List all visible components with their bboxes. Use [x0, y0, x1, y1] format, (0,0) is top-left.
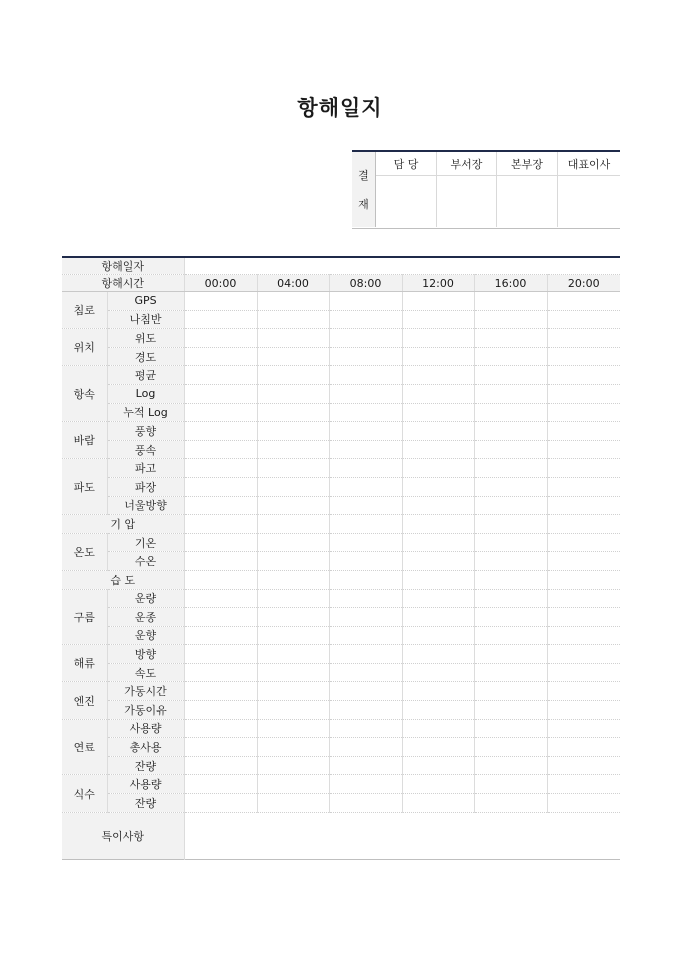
category-label: 연료	[62, 719, 107, 775]
approval-header-division-head: 본부장	[497, 152, 558, 176]
signature-cell-ceo[interactable]	[558, 176, 620, 227]
log-entry-cell[interactable]	[257, 719, 329, 738]
log-row	[62, 719, 620, 738]
category-label: 위치	[62, 329, 107, 366]
log-entry-cell[interactable]	[329, 384, 402, 403]
time-slot-header: 00:00	[184, 275, 257, 292]
approval-box	[352, 150, 620, 229]
log-entry-cell[interactable]	[257, 329, 329, 348]
signature-cell-dept-head[interactable]	[437, 176, 497, 227]
log-entry-cell[interactable]	[329, 589, 402, 608]
log-entry-cell[interactable]	[329, 608, 402, 627]
log-entry-cell[interactable]	[402, 366, 474, 385]
log-entry-cell[interactable]	[257, 403, 329, 422]
log-entry-cell[interactable]	[184, 626, 257, 645]
log-entry-cell[interactable]	[474, 701, 547, 720]
log-entry-cell[interactable]	[547, 589, 620, 608]
log-entry-cell[interactable]	[474, 738, 547, 757]
log-entry-cell[interactable]	[329, 366, 402, 385]
item-label: 총사용	[107, 738, 184, 757]
item-label: 파고	[107, 459, 184, 478]
log-entry-cell[interactable]	[402, 552, 474, 571]
log-entry-cell[interactable]	[547, 738, 620, 757]
log-entry-cell[interactable]	[474, 552, 547, 571]
log-entry-cell[interactable]	[547, 794, 620, 813]
item-label: 속도	[107, 663, 184, 682]
log-entry-cell[interactable]	[547, 626, 620, 645]
log-entry-cell[interactable]	[329, 292, 402, 311]
item-label: Log	[107, 384, 184, 403]
log-entry-cell[interactable]	[184, 756, 257, 775]
log-row	[62, 663, 620, 682]
log-entry-cell[interactable]	[402, 329, 474, 348]
page-title: 항해일지	[297, 96, 383, 120]
log-entry-cell[interactable]	[547, 515, 620, 534]
log-row	[62, 366, 620, 385]
log-row	[62, 589, 620, 608]
log-entry-cell[interactable]	[474, 608, 547, 627]
log-row	[62, 329, 620, 348]
approval-label-char: 결	[358, 168, 369, 182]
log-entry-cell[interactable]	[257, 440, 329, 459]
log-entry-cell[interactable]	[547, 459, 620, 478]
item-label: 경도	[107, 347, 184, 366]
category-label: 식수	[62, 775, 107, 812]
log-entry-cell[interactable]	[547, 310, 620, 329]
log-row	[62, 608, 620, 627]
log-row	[62, 347, 620, 366]
log-entry-cell[interactable]	[547, 663, 620, 682]
log-entry-cell[interactable]	[329, 533, 402, 552]
category-label: 항속	[62, 366, 107, 422]
item-label: 나침반	[107, 310, 184, 329]
log-entry-cell[interactable]	[257, 775, 329, 794]
log-row	[62, 403, 620, 422]
category-label: 구름	[62, 589, 107, 645]
log-entry-cell[interactable]	[547, 682, 620, 701]
log-entry-cell[interactable]	[402, 422, 474, 441]
log-entry-cell[interactable]	[474, 347, 547, 366]
log-entry-cell[interactable]	[547, 477, 620, 496]
item-label: 잔량	[107, 794, 184, 813]
log-entry-cell[interactable]	[184, 329, 257, 348]
item-label: 너울방향	[107, 496, 184, 515]
log-entry-cell[interactable]	[184, 570, 257, 589]
log-entry-cell[interactable]	[474, 366, 547, 385]
log-entry-cell[interactable]	[474, 459, 547, 478]
time-slot-header: 08:00	[329, 275, 402, 292]
log-entry-cell[interactable]	[547, 440, 620, 459]
log-entry-cell[interactable]	[257, 626, 329, 645]
log-entry-cell[interactable]	[547, 403, 620, 422]
log-entry-cell[interactable]	[329, 719, 402, 738]
log-entry-cell[interactable]	[547, 422, 620, 441]
log-row	[62, 738, 620, 757]
log-entry-cell[interactable]	[257, 663, 329, 682]
log-entry-cell[interactable]	[547, 533, 620, 552]
log-entry-cell[interactable]	[402, 310, 474, 329]
log-entry-cell[interactable]	[402, 477, 474, 496]
log-entry-cell[interactable]	[474, 626, 547, 645]
item-label: 풍속	[107, 440, 184, 459]
log-entry-cell[interactable]	[402, 682, 474, 701]
item-label: 사용량	[107, 775, 184, 794]
log-entry-cell[interactable]	[402, 515, 474, 534]
item-label: 기온	[107, 533, 184, 552]
log-entry-cell[interactable]	[184, 366, 257, 385]
log-entry-cell[interactable]	[547, 496, 620, 515]
log-entry-cell[interactable]	[329, 663, 402, 682]
log-entry-cell[interactable]	[329, 347, 402, 366]
item-label: 운량	[107, 589, 184, 608]
log-entry-cell[interactable]	[184, 794, 257, 813]
time-row	[62, 275, 620, 292]
log-entry-cell[interactable]	[474, 403, 547, 422]
log-row	[62, 570, 620, 589]
item-label: 수온	[107, 552, 184, 571]
log-entry-cell[interactable]	[474, 719, 547, 738]
log-entry-cell[interactable]	[474, 645, 547, 664]
log-row	[62, 440, 620, 459]
approval-header-dept-head: 부서장	[437, 152, 497, 176]
date-row	[62, 257, 620, 275]
log-entry-cell[interactable]	[474, 663, 547, 682]
log-entry-cell[interactable]	[329, 422, 402, 441]
date-label: 항해일자	[62, 257, 184, 275]
log-entry-cell[interactable]	[257, 477, 329, 496]
log-entry-cell[interactable]	[402, 756, 474, 775]
log-entry-cell[interactable]	[402, 292, 474, 311]
log-row	[62, 626, 620, 645]
log-row	[62, 459, 620, 478]
log-entry-cell[interactable]	[329, 794, 402, 813]
category-label: 해류	[62, 645, 107, 682]
log-entry-cell[interactable]	[474, 515, 547, 534]
log-entry-cell[interactable]	[474, 292, 547, 311]
log-entry-cell[interactable]	[547, 608, 620, 627]
log-entry-cell[interactable]	[402, 775, 474, 794]
log-entry-cell[interactable]	[547, 384, 620, 403]
item-label: 풍향	[107, 422, 184, 441]
log-entry-cell[interactable]	[184, 440, 257, 459]
log-entry-cell[interactable]	[402, 533, 474, 552]
log-entry-cell[interactable]	[257, 366, 329, 385]
log-entry-cell[interactable]	[474, 775, 547, 794]
log-entry-cell[interactable]	[329, 756, 402, 775]
log-row	[62, 756, 620, 775]
log-entry-cell[interactable]	[184, 292, 257, 311]
log-entry-cell[interactable]	[184, 552, 257, 571]
log-row	[62, 310, 620, 329]
log-entry-cell[interactable]	[402, 663, 474, 682]
item-label: 평균	[107, 366, 184, 385]
remarks-row	[62, 812, 620, 859]
log-entry-cell[interactable]	[402, 459, 474, 478]
log-entry-cell[interactable]	[257, 347, 329, 366]
category-label: 침로	[62, 292, 107, 329]
log-entry-cell[interactable]	[184, 738, 257, 757]
time-slot-header: 16:00	[474, 275, 547, 292]
log-entry-cell[interactable]	[474, 682, 547, 701]
log-entry-cell[interactable]	[474, 477, 547, 496]
log-row	[62, 794, 620, 813]
log-entry-cell[interactable]	[474, 533, 547, 552]
log-entry-cell[interactable]	[184, 701, 257, 720]
item-label: 위도	[107, 329, 184, 348]
item-label: 방향	[107, 645, 184, 664]
log-entry-cell[interactable]	[257, 738, 329, 757]
item-label: 잔량	[107, 756, 184, 775]
log-entry-cell[interactable]	[257, 496, 329, 515]
log-entry-cell[interactable]	[257, 533, 329, 552]
log-entry-cell[interactable]	[402, 794, 474, 813]
log-entry-cell[interactable]	[547, 701, 620, 720]
log-entry-cell[interactable]	[547, 552, 620, 571]
log-entry-cell[interactable]	[257, 756, 329, 775]
log-entry-cell[interactable]	[184, 663, 257, 682]
item-label: 운향	[107, 626, 184, 645]
log-entry-cell[interactable]	[184, 645, 257, 664]
log-entry-cell[interactable]	[474, 440, 547, 459]
log-entry-cell[interactable]	[184, 310, 257, 329]
time-slot-header: 12:00	[402, 275, 474, 292]
log-entry-cell[interactable]	[257, 608, 329, 627]
log-entry-cell[interactable]	[257, 310, 329, 329]
log-entry-cell[interactable]	[474, 570, 547, 589]
signature-cell-manager[interactable]	[376, 176, 437, 227]
log-entry-cell[interactable]	[329, 552, 402, 571]
log-entry-cell[interactable]	[329, 738, 402, 757]
log-entry-cell[interactable]	[329, 496, 402, 515]
log-entry-cell[interactable]	[184, 403, 257, 422]
item-label: GPS	[107, 292, 184, 311]
log-entry-cell[interactable]	[184, 384, 257, 403]
log-entry-cell[interactable]	[329, 515, 402, 534]
time-label: 항해시간	[62, 275, 184, 292]
log-entry-cell[interactable]	[547, 570, 620, 589]
log-entry-cell[interactable]	[547, 756, 620, 775]
log-entry-cell[interactable]	[547, 645, 620, 664]
remarks-input-cell[interactable]	[184, 812, 620, 859]
log-entry-cell[interactable]	[547, 719, 620, 738]
time-slot-header: 04:00	[257, 275, 329, 292]
log-entry-cell[interactable]	[402, 403, 474, 422]
log-entry-cell[interactable]	[257, 515, 329, 534]
log-entry-cell[interactable]	[402, 589, 474, 608]
log-entry-cell[interactable]	[257, 292, 329, 311]
log-entry-cell[interactable]	[184, 422, 257, 441]
log-entry-cell[interactable]	[547, 775, 620, 794]
item-label: 누적 Log	[107, 403, 184, 422]
log-entry-cell[interactable]	[257, 459, 329, 478]
log-entry-cell[interactable]	[257, 422, 329, 441]
log-entry-cell[interactable]	[402, 570, 474, 589]
log-row	[62, 552, 620, 571]
signature-cell-division-head[interactable]	[497, 176, 558, 227]
item-label: 가동이유	[107, 701, 184, 720]
log-entry-cell[interactable]	[184, 496, 257, 515]
log-entry-cell[interactable]	[329, 626, 402, 645]
log-entry-cell[interactable]	[474, 496, 547, 515]
log-entry-cell[interactable]	[474, 329, 547, 348]
log-entry-cell[interactable]	[329, 403, 402, 422]
log-entry-cell[interactable]	[547, 347, 620, 366]
log-entry-cell[interactable]	[402, 608, 474, 627]
log-entry-cell[interactable]	[547, 329, 620, 348]
log-entry-cell[interactable]	[329, 682, 402, 701]
approval-label-char: 재	[358, 198, 369, 212]
log-entry-cell[interactable]	[402, 719, 474, 738]
log-entry-cell[interactable]	[547, 366, 620, 385]
log-entry-cell[interactable]	[184, 459, 257, 478]
log-entry-cell[interactable]	[402, 645, 474, 664]
time-slot-header: 20:00	[547, 275, 620, 292]
log-entry-cell[interactable]	[257, 701, 329, 720]
category-label: 엔진	[62, 682, 107, 719]
log-entry-cell[interactable]	[184, 608, 257, 627]
log-entry-cell[interactable]	[329, 701, 402, 720]
log-row	[62, 496, 620, 515]
log-entry-cell[interactable]	[184, 775, 257, 794]
log-entry-cell[interactable]	[329, 310, 402, 329]
log-entry-cell[interactable]	[402, 626, 474, 645]
category-label: 파도	[62, 459, 107, 515]
log-row	[62, 292, 620, 311]
category-label: 바람	[62, 422, 107, 459]
log-row	[62, 384, 620, 403]
log-entry-cell[interactable]	[474, 384, 547, 403]
item-label: 사용량	[107, 719, 184, 738]
item-label: 운종	[107, 608, 184, 627]
log-entry-cell[interactable]	[257, 384, 329, 403]
date-input-cell[interactable]	[184, 257, 620, 275]
category-label: 온도	[62, 533, 107, 570]
approval-header-manager: 담 당	[376, 152, 437, 176]
log-entry-cell[interactable]	[184, 682, 257, 701]
category-label: 습 도	[62, 570, 184, 589]
item-label: 파장	[107, 477, 184, 496]
log-entry-cell[interactable]	[329, 459, 402, 478]
approval-header-ceo: 대표이사	[558, 152, 620, 176]
log-entry-cell[interactable]	[257, 645, 329, 664]
log-entry-cell[interactable]	[329, 570, 402, 589]
log-entry-cell[interactable]	[474, 422, 547, 441]
log-entry-cell[interactable]	[329, 477, 402, 496]
log-entry-cell[interactable]	[184, 515, 257, 534]
log-entry-cell[interactable]	[257, 794, 329, 813]
log-entry-cell[interactable]	[402, 440, 474, 459]
log-entry-cell[interactable]	[329, 440, 402, 459]
log-entry-cell[interactable]	[184, 533, 257, 552]
log-entry-cell[interactable]	[402, 347, 474, 366]
log-entry-cell[interactable]	[329, 329, 402, 348]
log-row	[62, 701, 620, 720]
log-entry-cell[interactable]	[329, 645, 402, 664]
log-entry-cell[interactable]	[184, 347, 257, 366]
log-row	[62, 775, 620, 794]
log-row	[62, 533, 620, 552]
category-label: 기 압	[62, 515, 184, 534]
remarks-label: 특이사항	[62, 812, 184, 859]
log-entry-cell[interactable]	[402, 701, 474, 720]
log-entry-cell[interactable]	[329, 775, 402, 794]
log-entry-cell[interactable]	[257, 570, 329, 589]
log-entry-cell[interactable]	[474, 310, 547, 329]
log-entry-cell[interactable]	[402, 384, 474, 403]
log-entry-cell[interactable]	[257, 589, 329, 608]
log-entry-cell[interactable]	[257, 682, 329, 701]
log-row	[62, 682, 620, 701]
log-entry-cell[interactable]	[474, 589, 547, 608]
item-label: 가동시간	[107, 682, 184, 701]
log-entry-cell[interactable]	[474, 756, 547, 775]
log-entry-cell[interactable]	[547, 292, 620, 311]
log-entry-cell[interactable]	[184, 589, 257, 608]
log-row	[62, 645, 620, 664]
log-entry-cell[interactable]	[184, 477, 257, 496]
log-entry-cell[interactable]	[474, 794, 547, 813]
log-entry-cell[interactable]	[184, 719, 257, 738]
log-row	[62, 515, 620, 534]
log-entry-cell[interactable]	[402, 738, 474, 757]
log-entry-cell[interactable]	[257, 552, 329, 571]
voyage-log-table	[62, 256, 620, 860]
log-row	[62, 477, 620, 496]
log-entry-cell[interactable]	[402, 496, 474, 515]
approval-label	[352, 152, 376, 227]
log-row	[62, 422, 620, 441]
